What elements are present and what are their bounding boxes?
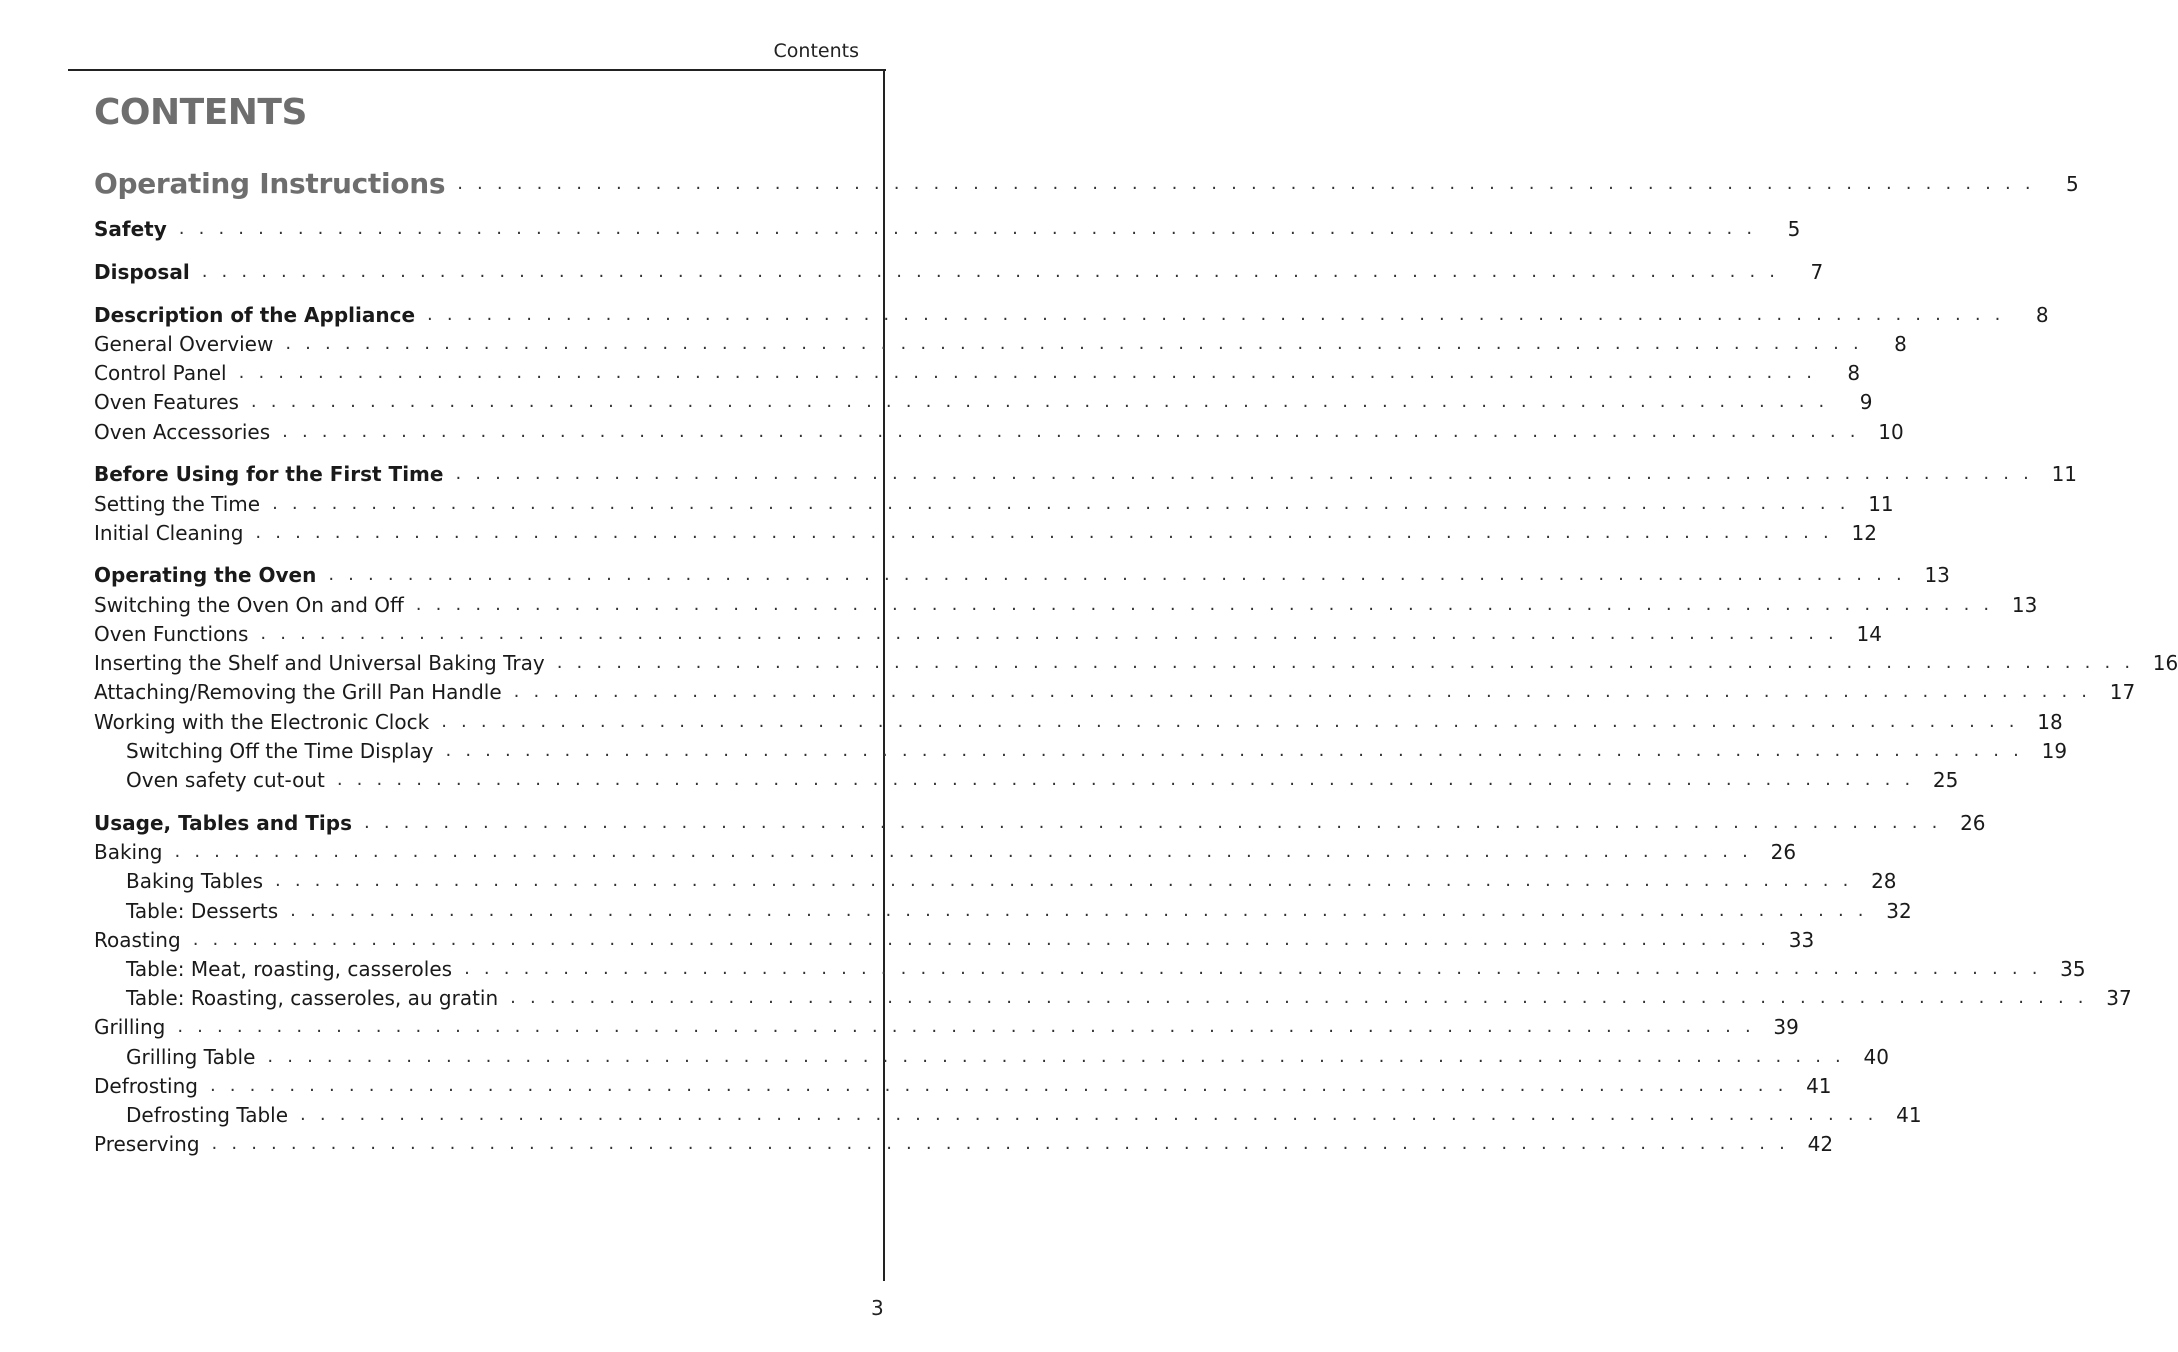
- toc-entry-page: 16: [2152, 651, 2178, 675]
- toc-entry-page: 26: [1960, 811, 1986, 835]
- toc-entry-page: 13: [1924, 563, 1950, 587]
- page-number: 3: [871, 1296, 884, 1320]
- toc-entry: [94, 590, 2038, 620]
- toc-entry-page: 10: [1878, 420, 1904, 444]
- toc-entry: [94, 619, 1882, 649]
- running-header: Contents: [773, 40, 859, 62]
- toc-entry-page: 26: [1770, 840, 1797, 864]
- toc-entry-page: 41: [1806, 1074, 1832, 1098]
- toc-entry-page: 40: [1863, 1045, 1889, 1069]
- dot-leader: . . . . . . . . . . . . . . . . . . . . . . . . . . . . . . . . . . . . . . . . . . . . . . . . . . . . . . . . . . . . . . . . . . . . . . . . . . . . . . . .: [427, 304, 2005, 325]
- header-divider: [68, 69, 886, 71]
- toc-entry-page: 7: [1810, 260, 1824, 284]
- toc-entry-page: 17: [2109, 680, 2136, 704]
- toc-entry: [126, 1100, 1922, 1130]
- toc-entry: [126, 765, 1959, 795]
- toc-entry: [94, 489, 1894, 519]
- toc-entry: [94, 925, 1815, 955]
- toc-entry-title: Grilling Table: [126, 1045, 256, 1069]
- toc-entry: [126, 736, 2068, 766]
- page-title: CONTENTS: [94, 92, 307, 133]
- toc-entry-title: Inserting the Shelf and Universal Baking Tray: [94, 651, 545, 675]
- toc-entry-title: Table: Roasting, casseroles, au gratin: [126, 986, 499, 1010]
- dot-leader: . . . . . . . . . . . . . . . . . . . . . . . . . . . . . . . . . . . . . . . . . . . . . . . . . . . . . . . . . . . . . . . . . . . . . . . . . . . . . . . .: [510, 987, 2088, 1008]
- toc-entry-page: 33: [1788, 928, 1815, 952]
- toc-entry: [94, 459, 2078, 489]
- toc-entry: [94, 707, 2063, 737]
- toc-entry: [94, 329, 1907, 359]
- dot-leader: . . . . . . . . . . . . . . . . . . . . . . . . . . . . . . . . . . . . . . . . . . . . . . . . . . . . . . . . . . . . . . . . . . . . . . . . . . . . . . . .: [285, 333, 1863, 354]
- dot-leader: . . . . . . . . . . . . . . . . . . . . . . . . . . . . . . . . . . . . . . . . . . . . . . . . . . . . . . . . . . . . . . . . . . . . . . . . . . . . . . . .: [201, 261, 1780, 282]
- dot-leader: . . . . . . . . . . . . . . . . . . . . . . . . . . . . . . . . . . . . . . . . . . . . . . . . . . . . . . . . . . . . . . . . . . . . . . . . . . . . . . . .: [445, 740, 2024, 761]
- toc-entry-title: Baking Tables: [126, 869, 263, 893]
- dot-leader: . . . . . . . . . . . . . . . . . . . . . . . . . . . . . . . . . . . . . . . . . . . . . . . . . . . . . . . . . . . . . . . . . . . . . . . . . . . . . . . .: [255, 522, 1833, 543]
- dot-leader: . . . . . . . . . . . . . . . . . . . . . . . . . . . . . . . . . . . . . . . . . . . . . . . . . . . . . . . . . . . . . . . . . . . . . . . . . . . . . . . .: [290, 900, 1868, 921]
- toc-entry-title: Roasting: [94, 928, 181, 952]
- toc-entry-title: Control Panel: [94, 361, 227, 385]
- dot-leader: . . . . . . . . . . . . . . . . . . . . . . . . . . . . . . . . . . . . . . . . . . . . . . . . . . . . . . . . . . . . . . . . . . . . . . . . . . . . . . . .: [513, 681, 2092, 702]
- toc-entry-title: Grilling: [94, 1015, 166, 1039]
- toc-entry: [94, 560, 1950, 590]
- toc-entry-page: 42: [1807, 1132, 1834, 1156]
- toc-entry-page: 11: [1868, 492, 1894, 516]
- dot-leader: . . . . . . . . . . . . . . . . . . . . . . . . . . . . . . . . . . . . . . . . . . . . . . . . . . . . . . . . . . . . . . . . . . . . . . . . . . . . . . . .: [363, 812, 1942, 833]
- dot-leader: . . . . . . . . . . . . . . . . . . . . . . . . . . . . . . . . . . . . . . . . . . . . . . . . . . . . . . . . . . . . . . . . . . . . . . . . . . . . . . . .: [250, 391, 1829, 412]
- dot-leader: . . . . . . . . . . . . . . . . . . . . . . . . . . . . . . . . . . . . . . . . . . . . . . . . . . . . . . . . . . . . . . . . . . . . . . . . . . . . . . . .: [177, 1016, 1755, 1037]
- toc-entry: [94, 648, 2178, 678]
- toc-entry: [94, 257, 1824, 287]
- toc-entry-page: 8: [1847, 361, 1861, 385]
- toc-entry-page: 9: [1859, 390, 1873, 414]
- toc-entry-title: Usage, Tables and Tips: [94, 811, 352, 835]
- toc-entry-page: 5: [2066, 172, 2079, 196]
- toc-entry-title: Oven Accessories: [94, 420, 271, 444]
- toc-entry-page: 32: [1886, 899, 1912, 923]
- toc-entry: [94, 1129, 1834, 1159]
- dot-leader: . . . . . . . . . . . . . . . . . . . . . . . . . . . . . . . . . . . . . . . . . . . . . . . . . . . . . . . . . . . . . . . . . . . . . . . . . . . . . . . .: [192, 929, 1771, 950]
- toc-entry-title: Setting the Time: [94, 492, 261, 516]
- toc-entry-page: 41: [1896, 1103, 1922, 1127]
- toc-entry-title: Defrosting: [94, 1074, 198, 1098]
- toc-entry-page: 28: [1871, 869, 1897, 893]
- dot-leader: . . . . . . . . . . . . . . . . . . . . . . . . . . . . . . . . . . . . . . . . . . . . . . . . . . . . . . . . . . . . . . . . . . . . . . . . . . . . . . . .: [328, 564, 1906, 585]
- toc-entry-title: Attaching/Removing the Grill Pan Handle: [94, 680, 502, 704]
- toc-entry: [126, 954, 2086, 984]
- dot-leader: . . . . . . . . . . . . . . . . . . . . . . . . . . . . . . . . . . . . . . . . . . . . . . . . . . . . . . . . . . . . . . . . . . . . . . . . . . . . . . . .: [178, 218, 1757, 239]
- toc-entry: [126, 983, 2132, 1013]
- toc-entry-page: 35: [2060, 957, 2086, 981]
- dot-leader: . . . . . . . . . . . . . . . . . . . . . . . . . . . . . . . . . . . . . . . . . . . . . . . . . . . . . . . . . . . . . . . . . . . . . . . . . . . . . . . .: [455, 463, 2034, 484]
- toc-entry-page: 11: [2051, 462, 2078, 486]
- toc-entry-title: Disposal: [94, 260, 190, 284]
- toc-entry: [94, 808, 1986, 838]
- toc-entry-page: 8: [1894, 332, 1907, 356]
- toc-entry: [94, 417, 1904, 447]
- toc-entry-title: Table: Meat, roasting, casseroles: [126, 957, 453, 981]
- toc-entry: [94, 1071, 1832, 1101]
- toc-entry-title: Working with the Electronic Clock: [94, 710, 430, 734]
- dot-leader: . . . . . . . . . . . . . . . . . . . . . . . . . . . . . . . . . . . . . . . . . . . . . . . . . . . . . . . . . . . . . . . . . . . . . . . . . . . . . . . .: [272, 493, 1850, 514]
- toc-entry-page: 12: [1851, 521, 1877, 545]
- toc-entry-title: Safety: [94, 217, 167, 241]
- toc-entry-page: 19: [2041, 739, 2068, 763]
- toc-entry-title: Operating Instructions: [94, 167, 446, 200]
- toc-entry-title: Initial Cleaning: [94, 521, 244, 545]
- toc-entry-title: Oven Functions: [94, 622, 249, 646]
- toc-entry-title: General Overview: [94, 332, 274, 356]
- toc-entry-title: Baking: [94, 840, 163, 864]
- toc-entry-title: Switching the Oven On and Off: [94, 593, 404, 617]
- dot-leader: . . . . . . . . . . . . . . . . . . . . . . . . . . . . . . . . . . . . . . . . . . . . . . . . . . . . . . . . . . . . . . . . . . . . . . . . . . . . . . . .: [336, 769, 1915, 790]
- dot-leader: . . . . . . . . . . . . . . . . . . . . . . . . . . . . . . . . . . . . . . . . . . . . . . . . . . . . . . . . . . . . . . . . . . . . . . . . . . . . . . . .: [260, 623, 1838, 644]
- toc-entry-title: Before Using for the First Time: [94, 462, 444, 486]
- toc-entry: [126, 866, 1897, 896]
- toc-entry: [126, 1042, 1889, 1072]
- toc-entry-page: 25: [1932, 768, 1959, 792]
- dot-leader: . . . . . . . . . . . . . . . . . . . . . . . . . . . . . . . . . . . . . . . . . . . . . . . . . . . . . . . . . . . . . . . . . . . . . . . . . . . . . . . .: [238, 362, 1817, 383]
- dot-leader: . . . . . . . . . . . . . . . . . . . . . . . . . . . . . . . . . . . . . . . . . . . . . . . . . . . . . . . . . . . . . . . . . . . . . . . . . . . . . . . .: [174, 841, 1753, 862]
- toc-entry-page: 5: [1787, 217, 1801, 241]
- toc-entry: [94, 214, 1801, 244]
- toc-entry-title: Operating the Oven: [94, 563, 317, 587]
- toc-entry: [94, 837, 1797, 867]
- toc-entry: [94, 300, 2049, 330]
- toc-entry: [94, 518, 1877, 548]
- toc-entry-page: 8: [2035, 303, 2049, 327]
- toc-entry-title: Preserving: [94, 1132, 200, 1156]
- dot-leader: . . . . . . . . . . . . . . . . . . . . . . . . . . . . . . . . . . . . . . . . . . . . . . . . . . . . . . . . . . . . . . . . . . . . . . . . . . . . . . . .: [415, 594, 1994, 615]
- dot-leader: . . . . . . . . . . . . . . . . . . . . . . . . . . . . . . . . . . . . . . . . . . . . . . . . . . . . . . . . . . . . . . . . . . . . . . . . . . . . . . . .: [274, 870, 1853, 891]
- dot-leader: . . . . . . . . . . . . . . . . . . . . . . . . . . . . . . . . . . . . . . . . . . . . . . . . . . . . . . . . . . . . . . . . . . . . . . . . . . . . . . . .: [300, 1104, 1878, 1125]
- dot-leader: . . . . . . . . . . . . . . . . . . . . . . . . . . . . . . . . . . . . . . . . . . . . . . . . . . . . . . . . . . . . . . . . . . . . . . . . . . . . . . . .: [441, 711, 2019, 732]
- toc-entry: [126, 896, 1912, 926]
- toc-entry-page: 18: [2037, 710, 2063, 734]
- dot-leader: . . . . . . . . . . . . . . . . . . . . . . . . . . . . . . . . . . . . . . . . . . . . . . . . . . . . . . . . . . . . . . . . . . . . . . . . . . . . . . . .: [464, 958, 2042, 979]
- dot-leader: . . . . . . . . . . . . . . . . . . . . . . . . . . . . . . . . . . . . . . . . . . . . . . . . . . . . . . . . . . . . . . . . . . . . . . . . . . . . . . . .: [211, 1133, 1790, 1154]
- toc-entry-page: 13: [2011, 593, 2038, 617]
- toc-entry-title: Defrosting Table: [126, 1103, 289, 1127]
- dot-leader: . . . . . . . . . . . . . . . . . . . . . . . . . . . . . . . . . . . . . . . . . . . . . . . . . . . . . . . . . . . . . . . . . . . . . . . . . . . . . . . .: [209, 1075, 1788, 1096]
- dot-leader: . . . . . . . . . . . . . . . . . . . . . . . . . . . . . . . . . . . . . . . . . . . . . . . . . . . . . . . . . . . . . . . . . . . . . . . . . . . . . . . .: [282, 421, 1860, 442]
- toc-entry-title: Switching Off the Time Display: [126, 739, 434, 763]
- toc-entry-title: Description of the Appliance: [94, 303, 416, 327]
- toc-entry: [94, 358, 1861, 388]
- toc-entry-title: Table: Desserts: [126, 899, 279, 923]
- toc-entry-page: 37: [2106, 986, 2132, 1010]
- dot-leader: . . . . . . . . . . . . . . . . . . . . . . . . . . . . . . . . . . . . . . . . . . . . . . . . . . . . . . . . . . . . . . . . . . . . . . . . . . . . . . . .: [267, 1046, 1845, 1067]
- toc-entry: [94, 164, 2079, 204]
- toc-entry: [94, 387, 1873, 417]
- toc-entry-title: Oven safety cut-out: [126, 768, 325, 792]
- toc-entry: [94, 1012, 1799, 1042]
- toc-entry-page: 39: [1773, 1015, 1799, 1039]
- toc-entry-title: Oven Features: [94, 390, 239, 414]
- toc-entry: [94, 677, 2136, 707]
- toc-entry-page: 14: [1856, 622, 1882, 646]
- dot-leader: . . . . . . . . . . . . . . . . . . . . . . . . . . . . . . . . . . . . . . . . . . . . . . . . . . . . . . . . . . . . . . . . . . . . . . . . . . . . . . . .: [457, 173, 2035, 194]
- dot-leader: . . . . . . . . . . . . . . . . . . . . . . . . . . . . . . . . . . . . . . . . . . . . . . . . . . . . . . . . . . . . . . . . . . . . . . . . . . . . . . . .: [556, 652, 2135, 673]
